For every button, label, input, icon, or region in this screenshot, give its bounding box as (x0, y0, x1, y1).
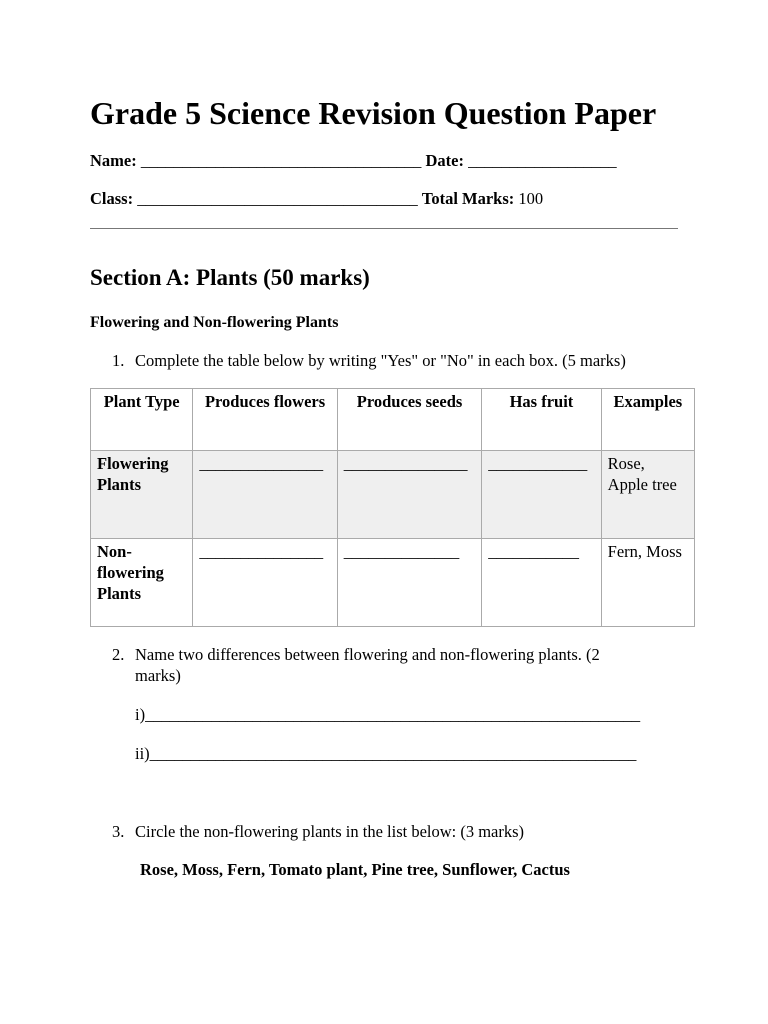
question-text-cont: marks) (135, 666, 181, 685)
question-1 (112, 350, 672, 371)
table-header-row (91, 389, 695, 451)
row-examples: Fern, Moss (601, 539, 694, 627)
question-3 (112, 821, 672, 842)
header-divider (90, 228, 678, 229)
question-text: Complete the table below by writing "Yes" or "No" in each box. (5 marks) (135, 351, 626, 370)
answer-blank[interactable]: _______________ (337, 451, 481, 539)
section-title: Section A: Plants (50 marks) (90, 265, 370, 290)
row-examples: Rose, Apple tree (601, 451, 694, 539)
question-2 (112, 644, 672, 685)
row-plant-type: Flowering Plants (91, 451, 193, 539)
answer-blank[interactable]: ____________ (482, 451, 601, 539)
table-row (91, 451, 695, 539)
table-header: Examples (601, 389, 694, 451)
table-header: Has fruit (482, 389, 601, 451)
page-title: Grade 5 Science Revision Question Paper (90, 95, 657, 131)
name-date-line (90, 150, 617, 172)
question-number: 3. (112, 822, 125, 841)
question-text: Circle the non-flowering plants in the list below: (3 marks) (135, 822, 525, 841)
answer-line-1[interactable]: i)____________________________________________________________ (135, 705, 641, 724)
plant-list: Rose, Moss, Fern, Tomato plant, Pine tree, Sunflower, Cactus (140, 860, 570, 879)
subheading: Flowering and Non-flowering Plants (90, 314, 339, 331)
name-label: Name: (90, 151, 137, 170)
question-number: 2. (112, 645, 125, 664)
total-marks-label: Total Marks: (421, 189, 515, 208)
question-number: 1. (112, 351, 125, 370)
date-label: Date: (425, 151, 464, 170)
answer-blank[interactable]: ______________ (337, 539, 481, 627)
table-row (91, 539, 695, 627)
table-header: Plant Type (91, 389, 193, 451)
plant-table (90, 388, 695, 627)
total-marks-value: 100 (518, 189, 544, 208)
row-plant-type: Non-flowering Plants (91, 539, 193, 627)
date-blank: __________________ (468, 151, 617, 170)
class-label: Class: (90, 189, 134, 208)
table-header: Produces flowers (193, 389, 337, 451)
name-blank: __________________________________ (140, 151, 422, 170)
table-header: Produces seeds (337, 389, 481, 451)
answer-line-2[interactable]: ii)___________________________________________________________ (135, 744, 637, 763)
answer-blank[interactable]: _______________ (193, 451, 337, 539)
question-text: Name two differences between flowering and non-flowering plants. (2 (135, 645, 600, 664)
answer-blank[interactable]: ___________ (482, 539, 601, 627)
class-blank: __________________________________ (137, 189, 418, 208)
class-marks-line (90, 188, 543, 210)
answer-blank[interactable]: _______________ (193, 539, 337, 627)
